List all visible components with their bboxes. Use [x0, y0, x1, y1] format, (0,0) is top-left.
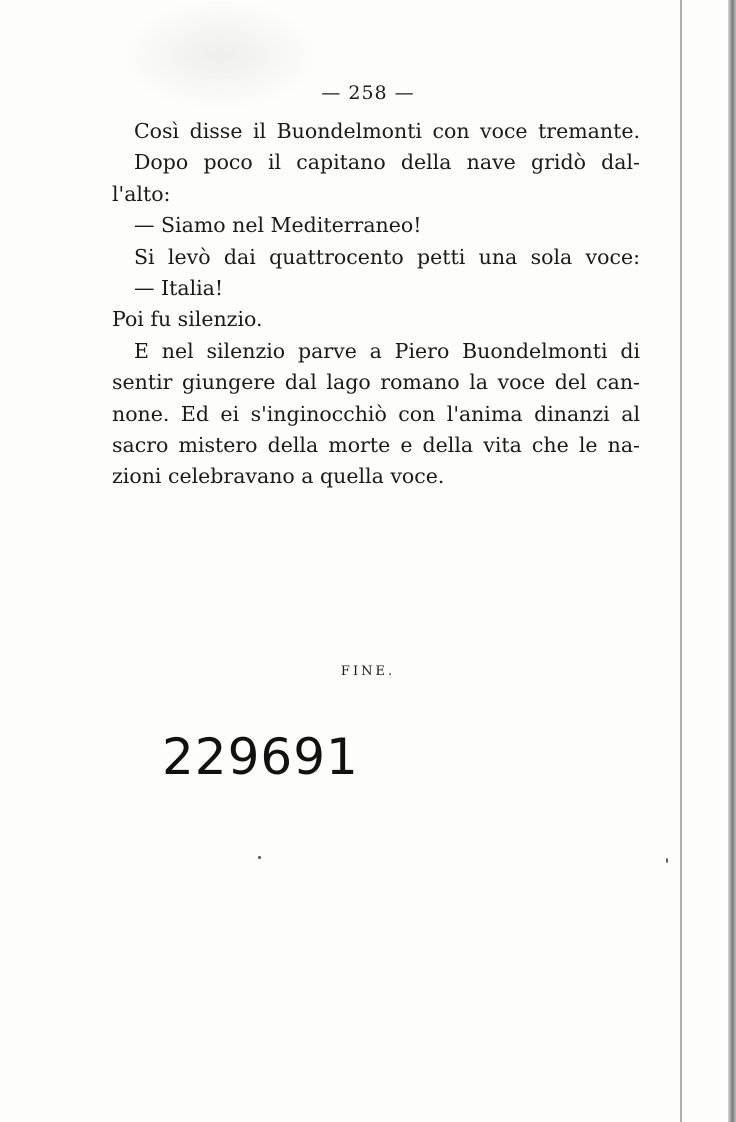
text-line: E nel silenzio parve a Piero Buondelmonti di: [134, 338, 640, 363]
page-number: — 258 —: [321, 82, 415, 104]
text-line: — Italia!: [134, 276, 224, 301]
catalog-number: 229691: [162, 728, 359, 786]
text-line: Dopo poco il capitano della nave gridò dal-: [134, 150, 640, 175]
text-line: Così disse il Buondelmonti con voce tremante.: [134, 119, 640, 143]
text-line: — Siamo nel Mediterraneo!: [134, 213, 422, 238]
body-text: [112, 116, 640, 493]
text-line: Poi fu silenzio.: [112, 307, 263, 332]
text-line: Si levò dai quattrocento petti una sola voce:: [134, 244, 640, 269]
page-edge-shadow: [728, 0, 736, 1122]
text-line: l'alto:: [112, 181, 171, 206]
text-line: zioni celebravano a quella voce.: [112, 464, 445, 489]
end-mark: FINE.: [340, 664, 396, 679]
paper-speck: [258, 856, 261, 859]
text-line: none. Ed ei s'inginocchiò con l'anima dinanzi al: [112, 401, 640, 426]
page-fold-line: [680, 0, 682, 1122]
text-line: sacro mistero della morte e della vita che le na-: [112, 433, 640, 458]
text-line: sentir giungere dal lago romano la voce del can-: [112, 370, 640, 395]
paper-speck: [666, 858, 668, 863]
